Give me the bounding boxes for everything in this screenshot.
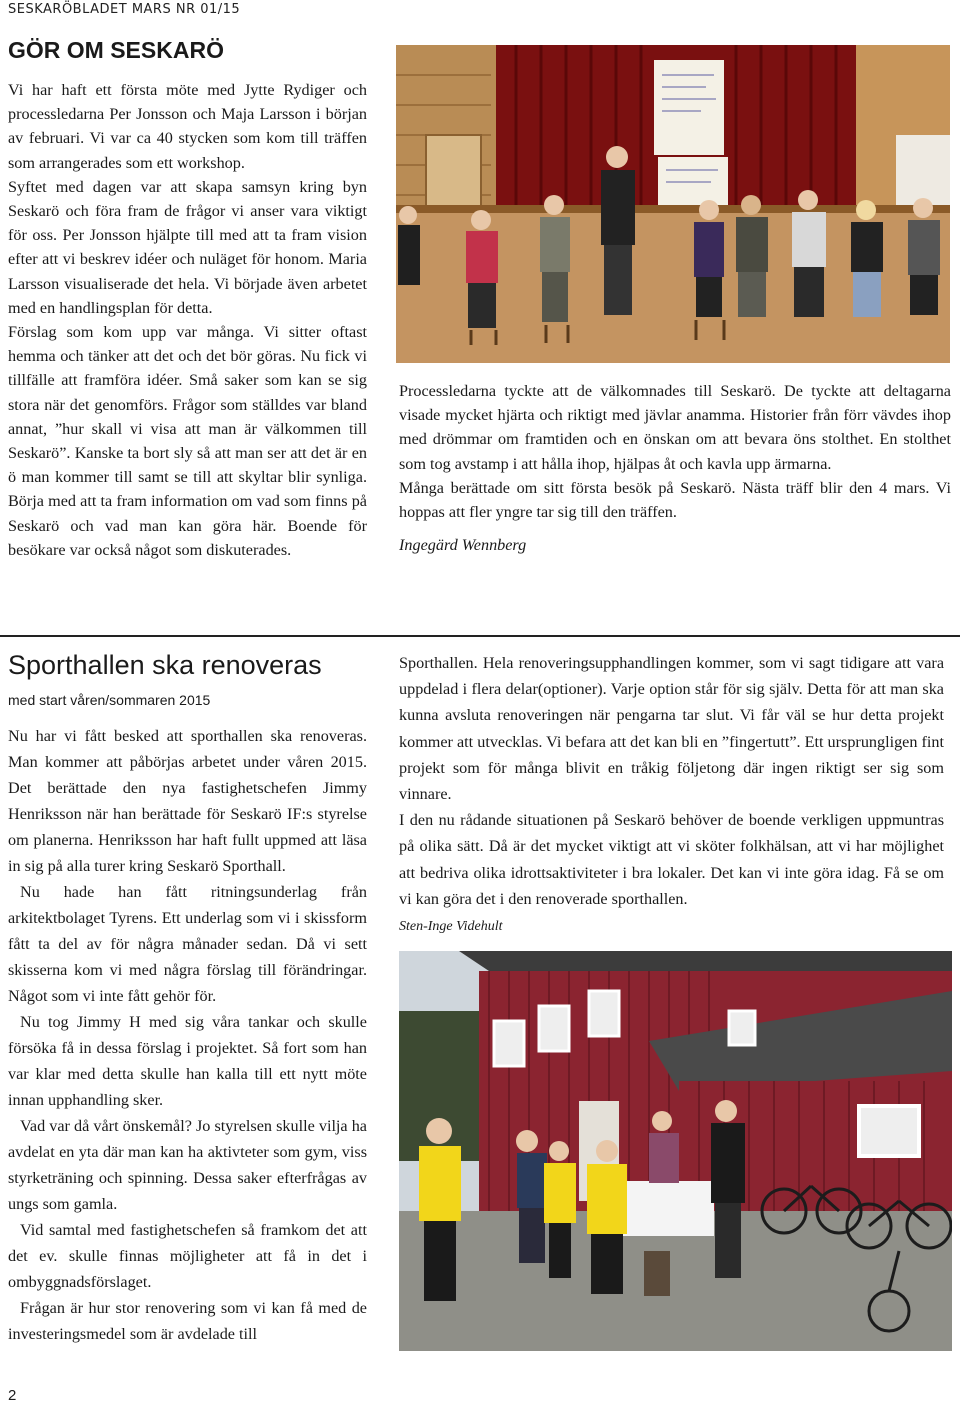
author-signature: Sten-Inge Videhult [399,919,503,935]
author-signature: Ingegärd Wennberg [399,536,527,555]
paragraph: Förslag som kom upp var många. Vi sitter oftast hemma och tänker att det och det bör göras. Nu fick vi tillfälle att framföra idéer. Små saker som kan se sig stora när det genomförs. Frågor som ställdes var bland annat, ”hur skall vi visa att man är välkommen till Seskarö”. Kanske ta bort sly så att man ser att det är en ö man kommer till samt se till att skyltar blir synliga. Börja med att ta fram information om vad som finns på Seskarö och vad man kan göra här. Boende för besökare var också något som diskuterades. [8,323,367,559]
section-divider [0,635,960,637]
article-subtitle: med start våren/sommaren 2015 [8,692,211,708]
article1-right-column [399,379,951,557]
paragraph: Vid samtal med fastighetschefen så framkom det att det ev. skulle finnas möjligheter att få in det i ombyggnadsförslaget. [8,1221,367,1291]
paragraph: Syftet med dagen var att skapa samsyn kring byn Seskarö och föra fram de frågor vi anser vara viktigt för oss. Per Jonsson hjälpte till med att ta fram vision efter att vi beskrev idéer och nuläget för honom. Maria Larsson visualiserade det hela. Vi började även arbetet med en handlingsplan för detta. [8,177,367,317]
sporthall-photo [399,951,952,1351]
article2-left-column [8,723,367,1347]
paragraph: Nu hade han fått ritningsunderlag från arkitektbolaget Tyrens. Ett underlag som vi i skissform fått ta del av för några månader sedan. Då vi sett skisserna kom vi med några förslag till förändringar. Något som vi inte fått gehör för. [8,883,367,1005]
paragraph: Nu tog Jimmy H med sig våra tankar och skulle försöka få in dessa förslag i projektet. Så fort som han var klar med detta skulle han kalla till ett nytt möte innan upphandling sker. [8,1013,367,1109]
page-number: 2 [8,1387,17,1404]
running-header: SESKARÖBLADET MARS NR 01/15 [8,2,241,17]
workshop-photo [396,45,950,363]
paragraph: I den nu rådande situationen på Seskarö behöver de boende verkligen uppmuntras på olika sätt. Då är det mycket viktigt att vi sköter folkhälsan, att vi har möjlighet att bedriva olika idrottsaktiviteter i bra lokaler. Det kan vi inte göra idag. Få se om vi kan göra det i den renoverade sporthallen. [399,811,944,908]
article-title-gor-om-seskaro: GÖR OM SESKARÖ [8,37,224,63]
article1-left-column [8,78,367,562]
article-title-sporthallen: Sporthallen ska renoveras [8,650,322,680]
paragraph: Nu har vi fått besked att sporthallen ska renoveras. Man kommer att påbörjas arbetet under våren 2015. Det berättade den nya fastighetschefen Jimmy Henriksson när han berättade för Seskarö IF:s styrelse om planerna. Henriksson har haft fullt uppmed att läsa in sig på alla turer kring Seskarö Sporthall. [8,727,367,875]
paragraph: Sporthallen. Hela renoveringsupphandlingen kommer, som vi sagt tidigare att vara uppdelad i flera delar(optioner). Varje option står för sig själv. Detta för att man ska kunna avsluta renoveringen när pengarna tar slut. Vi får väl se hur detta projekt kommer att utvecklas. Vi befara att det kan bli en ”fingertutt”. Ett ursprungligen fint projekt som för många blivit en tråkig följetong där ingen riktigt ser sig som vinnare. [399,654,944,804]
paragraph: Vi har haft ett första möte med Jytte Rydiger och processledarna Per Jonsson och Maja Larsson i början av februari. Vi var ca 40 stycken som kom till träffen som arrangerades som ett workshop. [8,81,367,172]
paragraph: Vad var då vårt önskemål? Jo styrelsen skulle vilja ha avdelat en yta där man kan ha aktivteter som gym, viss styrketräning och spinning. Dessa saker efterfrågas av ungs som gamla. [8,1117,367,1213]
paragraph: Många berättade om sitt första besök på Seskarö. Nästa träff blir den 4 mars. Vi hoppas att fler yngre tar sig till den träffen. [399,478,951,522]
article2-right-column [399,650,944,940]
paragraph: Frågan är hur stor renovering som vi kan få med de investeringsmedel som är avdelade till [8,1299,367,1343]
paragraph: Processledarna tyckte att de välkomnades till Seskarö. De tyckte att deltagarna visade mycket hjärta och riktigt med jävlar anamma. Historier från förr vävdes ihop med drömmar om framtiden och en önskan om att bevara öns stolthet. En stolthet som tog avstamp i att hålla ihop, hjälpas åt och kavla upp ärmarna. [399,382,951,473]
